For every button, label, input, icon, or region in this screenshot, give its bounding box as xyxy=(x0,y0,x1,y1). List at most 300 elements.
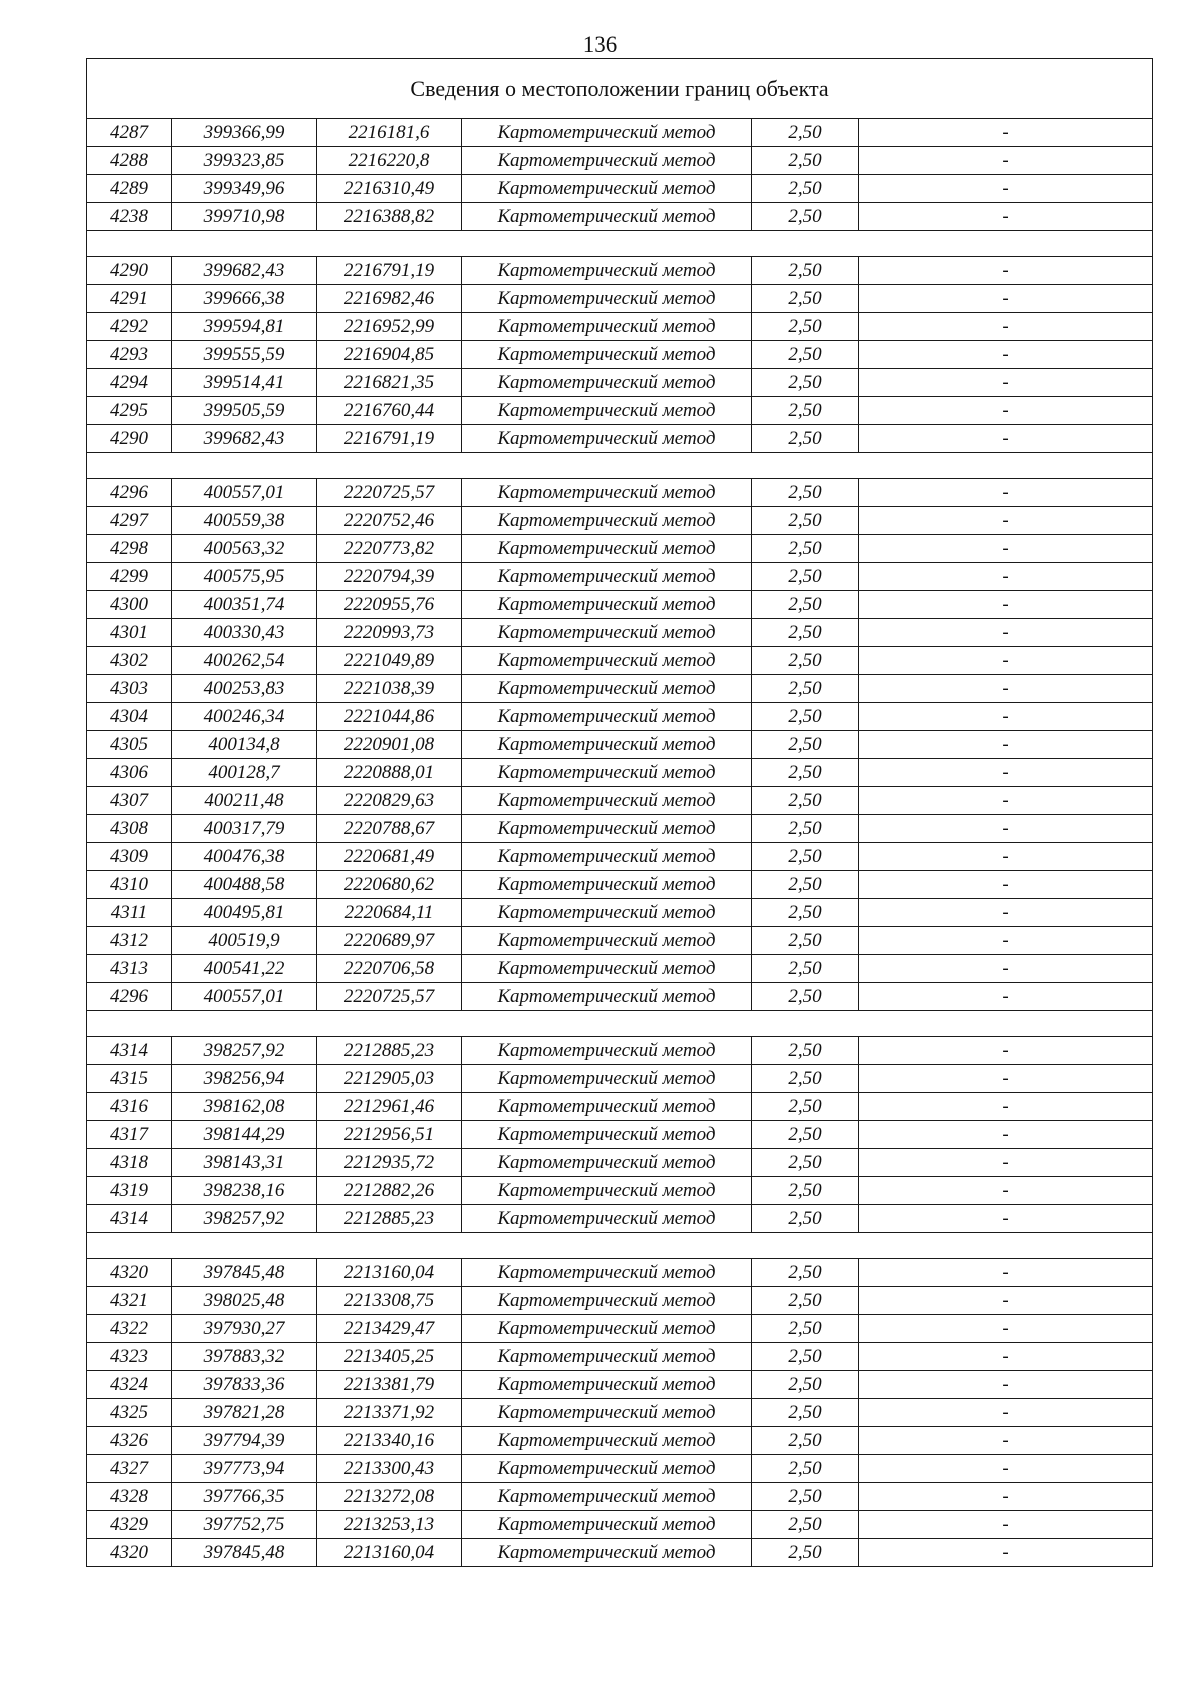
accuracy-cell: 2,50 xyxy=(752,787,859,815)
table-title-row xyxy=(87,59,1153,119)
point-number-cell: 4307 xyxy=(87,787,172,815)
x-coordinate-cell: 397794,39 xyxy=(172,1427,317,1455)
x-coordinate-cell: 400211,48 xyxy=(172,787,317,815)
x-coordinate-cell: 400557,01 xyxy=(172,479,317,507)
x-coordinate-cell: 400246,34 xyxy=(172,703,317,731)
y-coordinate-cell: 2212956,51 xyxy=(317,1121,462,1149)
point-number-cell: 4320 xyxy=(87,1539,172,1567)
x-coordinate-cell: 400330,43 xyxy=(172,619,317,647)
y-coordinate-cell: 2221044,86 xyxy=(317,703,462,731)
method-cell: Картометрический метод xyxy=(462,1259,752,1287)
table-row xyxy=(87,147,1153,175)
accuracy-cell: 2,50 xyxy=(752,397,859,425)
table-row xyxy=(87,1539,1153,1567)
method-cell: Картометрический метод xyxy=(462,313,752,341)
table-row xyxy=(87,1343,1153,1371)
point-number-cell: 4296 xyxy=(87,983,172,1011)
point-number-cell: 4329 xyxy=(87,1511,172,1539)
y-coordinate-cell: 2213253,13 xyxy=(317,1511,462,1539)
x-coordinate-cell: 399594,81 xyxy=(172,313,317,341)
accuracy-cell: 2,50 xyxy=(752,1065,859,1093)
x-coordinate-cell: 398257,92 xyxy=(172,1205,317,1233)
point-number-cell: 4328 xyxy=(87,1483,172,1511)
description-cell: - xyxy=(859,425,1153,453)
x-coordinate-cell: 400541,22 xyxy=(172,955,317,983)
y-coordinate-cell: 2220725,57 xyxy=(317,479,462,507)
separator-cell xyxy=(87,1233,1153,1259)
accuracy-cell: 2,50 xyxy=(752,619,859,647)
accuracy-cell: 2,50 xyxy=(752,285,859,313)
point-number-cell: 4327 xyxy=(87,1455,172,1483)
table-row xyxy=(87,397,1153,425)
method-cell: Картометрический метод xyxy=(462,983,752,1011)
contour-separator-row xyxy=(87,1233,1153,1259)
y-coordinate-cell: 2213405,25 xyxy=(317,1343,462,1371)
point-number-cell: 4300 xyxy=(87,591,172,619)
y-coordinate-cell: 2216821,35 xyxy=(317,369,462,397)
contour-separator-row xyxy=(87,231,1153,257)
description-cell: - xyxy=(859,787,1153,815)
y-coordinate-cell: 2216760,44 xyxy=(317,397,462,425)
point-number-cell: 4313 xyxy=(87,955,172,983)
description-cell: - xyxy=(859,175,1153,203)
accuracy-cell: 2,50 xyxy=(752,871,859,899)
table-row xyxy=(87,1399,1153,1427)
description-cell: - xyxy=(859,1287,1153,1315)
method-cell: Картометрический метод xyxy=(462,647,752,675)
y-coordinate-cell: 2220684,11 xyxy=(317,899,462,927)
method-cell: Картометрический метод xyxy=(462,535,752,563)
accuracy-cell: 2,50 xyxy=(752,1287,859,1315)
table-row xyxy=(87,203,1153,231)
table-row xyxy=(87,1259,1153,1287)
table-row xyxy=(87,1371,1153,1399)
table-row xyxy=(87,257,1153,285)
description-cell: - xyxy=(859,1205,1153,1233)
accuracy-cell: 2,50 xyxy=(752,1315,859,1343)
description-cell: - xyxy=(859,1093,1153,1121)
x-coordinate-cell: 398256,94 xyxy=(172,1065,317,1093)
accuracy-cell: 2,50 xyxy=(752,175,859,203)
y-coordinate-cell: 2216982,46 xyxy=(317,285,462,313)
y-coordinate-cell: 2213371,92 xyxy=(317,1399,462,1427)
point-number-cell: 4301 xyxy=(87,619,172,647)
method-cell: Картометрический метод xyxy=(462,927,752,955)
table-row xyxy=(87,341,1153,369)
table-row xyxy=(87,675,1153,703)
accuracy-cell: 2,50 xyxy=(752,731,859,759)
y-coordinate-cell: 2220725,57 xyxy=(317,983,462,1011)
point-number-cell: 4295 xyxy=(87,397,172,425)
table-row xyxy=(87,1205,1153,1233)
accuracy-cell: 2,50 xyxy=(752,1371,859,1399)
method-cell: Картометрический метод xyxy=(462,507,752,535)
description-cell: - xyxy=(859,1315,1153,1343)
description-cell: - xyxy=(859,1259,1153,1287)
description-cell: - xyxy=(859,871,1153,899)
description-cell: - xyxy=(859,1177,1153,1205)
method-cell: Картометрический метод xyxy=(462,563,752,591)
point-number-cell: 4322 xyxy=(87,1315,172,1343)
table-row xyxy=(87,843,1153,871)
x-coordinate-cell: 397883,32 xyxy=(172,1343,317,1371)
description-cell: - xyxy=(859,1343,1153,1371)
point-number-cell: 4321 xyxy=(87,1287,172,1315)
x-coordinate-cell: 400317,79 xyxy=(172,815,317,843)
x-coordinate-cell: 399682,43 xyxy=(172,425,317,453)
point-number-cell: 4311 xyxy=(87,899,172,927)
point-number-cell: 4324 xyxy=(87,1371,172,1399)
table-row xyxy=(87,1177,1153,1205)
y-coordinate-cell: 2216904,85 xyxy=(317,341,462,369)
description-cell: - xyxy=(859,507,1153,535)
page-number: 136 xyxy=(582,32,618,57)
table-row xyxy=(87,591,1153,619)
accuracy-cell: 2,50 xyxy=(752,815,859,843)
y-coordinate-cell: 2212882,26 xyxy=(317,1177,462,1205)
description-cell: - xyxy=(859,1427,1153,1455)
x-coordinate-cell: 397773,94 xyxy=(172,1455,317,1483)
y-coordinate-cell: 2213308,75 xyxy=(317,1287,462,1315)
point-number-cell: 4302 xyxy=(87,647,172,675)
point-number-cell: 4288 xyxy=(87,147,172,175)
x-coordinate-cell: 398257,92 xyxy=(172,1037,317,1065)
description-cell: - xyxy=(859,203,1153,231)
description-cell: - xyxy=(859,955,1153,983)
y-coordinate-cell: 2220773,82 xyxy=(317,535,462,563)
method-cell: Картометрический метод xyxy=(462,1205,752,1233)
description-cell: - xyxy=(859,1371,1153,1399)
accuracy-cell: 2,50 xyxy=(752,1343,859,1371)
table-row xyxy=(87,1483,1153,1511)
point-number-cell: 4314 xyxy=(87,1037,172,1065)
y-coordinate-cell: 2220829,63 xyxy=(317,787,462,815)
x-coordinate-cell: 399514,41 xyxy=(172,369,317,397)
point-number-cell: 4320 xyxy=(87,1259,172,1287)
x-coordinate-cell: 397766,35 xyxy=(172,1483,317,1511)
accuracy-cell: 2,50 xyxy=(752,507,859,535)
method-cell: Картометрический метод xyxy=(462,955,752,983)
x-coordinate-cell: 399682,43 xyxy=(172,257,317,285)
description-cell: - xyxy=(859,619,1153,647)
description-cell: - xyxy=(859,703,1153,731)
y-coordinate-cell: 2212885,23 xyxy=(317,1205,462,1233)
y-coordinate-cell: 2216181,6 xyxy=(317,119,462,147)
description-cell: - xyxy=(859,285,1153,313)
description-cell: - xyxy=(859,1455,1153,1483)
y-coordinate-cell: 2220752,46 xyxy=(317,507,462,535)
accuracy-cell: 2,50 xyxy=(752,147,859,175)
method-cell: Картометрический метод xyxy=(462,147,752,175)
accuracy-cell: 2,50 xyxy=(752,341,859,369)
table-row xyxy=(87,563,1153,591)
accuracy-cell: 2,50 xyxy=(752,1149,859,1177)
accuracy-cell: 2,50 xyxy=(752,983,859,1011)
method-cell: Картометрический метод xyxy=(462,1121,752,1149)
description-cell: - xyxy=(859,591,1153,619)
separator-cell xyxy=(87,231,1153,257)
description-cell: - xyxy=(859,1539,1153,1567)
point-number-cell: 4310 xyxy=(87,871,172,899)
table-row xyxy=(87,1455,1153,1483)
method-cell: Картометрический метод xyxy=(462,871,752,899)
accuracy-cell: 2,50 xyxy=(752,1259,859,1287)
y-coordinate-cell: 2220888,01 xyxy=(317,759,462,787)
table-row xyxy=(87,1037,1153,1065)
y-coordinate-cell: 2216388,82 xyxy=(317,203,462,231)
separator-cell xyxy=(87,1011,1153,1037)
description-cell: - xyxy=(859,313,1153,341)
y-coordinate-cell: 2216791,19 xyxy=(317,257,462,285)
method-cell: Картометрический метод xyxy=(462,257,752,285)
method-cell: Картометрический метод xyxy=(462,1149,752,1177)
accuracy-cell: 2,50 xyxy=(752,119,859,147)
description-cell: - xyxy=(859,1511,1153,1539)
point-number-cell: 4317 xyxy=(87,1121,172,1149)
accuracy-cell: 2,50 xyxy=(752,899,859,927)
x-coordinate-cell: 400128,7 xyxy=(172,759,317,787)
x-coordinate-cell: 400559,38 xyxy=(172,507,317,535)
accuracy-cell: 2,50 xyxy=(752,1037,859,1065)
accuracy-cell: 2,50 xyxy=(752,1427,859,1455)
table-row xyxy=(87,731,1153,759)
table-row xyxy=(87,927,1153,955)
description-cell: - xyxy=(859,843,1153,871)
table-row xyxy=(87,647,1153,675)
point-number-cell: 4290 xyxy=(87,257,172,285)
description-cell: - xyxy=(859,479,1153,507)
point-number-cell: 4325 xyxy=(87,1399,172,1427)
accuracy-cell: 2,50 xyxy=(752,257,859,285)
x-coordinate-cell: 399349,96 xyxy=(172,175,317,203)
description-cell: - xyxy=(859,675,1153,703)
x-coordinate-cell: 397930,27 xyxy=(172,1315,317,1343)
description-cell: - xyxy=(859,1065,1153,1093)
table-row xyxy=(87,369,1153,397)
accuracy-cell: 2,50 xyxy=(752,203,859,231)
accuracy-cell: 2,50 xyxy=(752,1177,859,1205)
x-coordinate-cell: 400557,01 xyxy=(172,983,317,1011)
table-row xyxy=(87,619,1153,647)
table-row xyxy=(87,1065,1153,1093)
method-cell: Картометрический метод xyxy=(462,369,752,397)
description-cell: - xyxy=(859,1399,1153,1427)
table-row xyxy=(87,1149,1153,1177)
accuracy-cell: 2,50 xyxy=(752,1455,859,1483)
method-cell: Картометрический метод xyxy=(462,119,752,147)
method-cell: Картометрический метод xyxy=(462,703,752,731)
table-row xyxy=(87,119,1153,147)
point-number-cell: 4316 xyxy=(87,1093,172,1121)
accuracy-cell: 2,50 xyxy=(752,927,859,955)
table-row xyxy=(87,983,1153,1011)
method-cell: Картометрический метод xyxy=(462,1093,752,1121)
point-number-cell: 4293 xyxy=(87,341,172,369)
y-coordinate-cell: 2220993,73 xyxy=(317,619,462,647)
table-row xyxy=(87,1093,1153,1121)
x-coordinate-cell: 398238,16 xyxy=(172,1177,317,1205)
x-coordinate-cell: 397845,48 xyxy=(172,1539,317,1567)
table-row xyxy=(87,507,1153,535)
y-coordinate-cell: 2221049,89 xyxy=(317,647,462,675)
description-cell: - xyxy=(859,815,1153,843)
description-cell: - xyxy=(859,257,1153,285)
accuracy-cell: 2,50 xyxy=(752,1483,859,1511)
accuracy-cell: 2,50 xyxy=(752,843,859,871)
point-number-cell: 4314 xyxy=(87,1205,172,1233)
point-number-cell: 4309 xyxy=(87,843,172,871)
y-coordinate-cell: 2216310,49 xyxy=(317,175,462,203)
point-number-cell: 4291 xyxy=(87,285,172,313)
table-row xyxy=(87,479,1153,507)
accuracy-cell: 2,50 xyxy=(752,1399,859,1427)
method-cell: Картометрический метод xyxy=(462,759,752,787)
method-cell: Картометрический метод xyxy=(462,1065,752,1093)
accuracy-cell: 2,50 xyxy=(752,647,859,675)
y-coordinate-cell: 2220955,76 xyxy=(317,591,462,619)
accuracy-cell: 2,50 xyxy=(752,425,859,453)
x-coordinate-cell: 397833,36 xyxy=(172,1371,317,1399)
x-coordinate-cell: 400563,32 xyxy=(172,535,317,563)
y-coordinate-cell: 2220794,39 xyxy=(317,563,462,591)
x-coordinate-cell: 399366,99 xyxy=(172,119,317,147)
x-coordinate-cell: 400495,81 xyxy=(172,899,317,927)
method-cell: Картометрический метод xyxy=(462,1343,752,1371)
x-coordinate-cell: 398025,48 xyxy=(172,1287,317,1315)
y-coordinate-cell: 2212885,23 xyxy=(317,1037,462,1065)
accuracy-cell: 2,50 xyxy=(752,1539,859,1567)
accuracy-cell: 2,50 xyxy=(752,1093,859,1121)
x-coordinate-cell: 400488,58 xyxy=(172,871,317,899)
y-coordinate-cell: 2213381,79 xyxy=(317,1371,462,1399)
y-coordinate-cell: 2212905,03 xyxy=(317,1065,462,1093)
y-coordinate-cell: 2220680,62 xyxy=(317,871,462,899)
method-cell: Картометрический метод xyxy=(462,1455,752,1483)
table-title: Сведения о местоположении границ объекта xyxy=(87,59,1153,119)
table-row xyxy=(87,1287,1153,1315)
point-number-cell: 4289 xyxy=(87,175,172,203)
y-coordinate-cell: 2216952,99 xyxy=(317,313,462,341)
x-coordinate-cell: 398143,31 xyxy=(172,1149,317,1177)
point-number-cell: 4294 xyxy=(87,369,172,397)
x-coordinate-cell: 400253,83 xyxy=(172,675,317,703)
description-cell: - xyxy=(859,119,1153,147)
method-cell: Картометрический метод xyxy=(462,1427,752,1455)
y-coordinate-cell: 2220901,08 xyxy=(317,731,462,759)
method-cell: Картометрический метод xyxy=(462,1511,752,1539)
contour-separator-row xyxy=(87,1011,1153,1037)
method-cell: Картометрический метод xyxy=(462,1399,752,1427)
method-cell: Картометрический метод xyxy=(462,1371,752,1399)
method-cell: Картометрический метод xyxy=(462,731,752,759)
description-cell: - xyxy=(859,563,1153,591)
y-coordinate-cell: 2216791,19 xyxy=(317,425,462,453)
method-cell: Картометрический метод xyxy=(462,675,752,703)
contour-separator-row xyxy=(87,453,1153,479)
point-number-cell: 4312 xyxy=(87,927,172,955)
method-cell: Картометрический метод xyxy=(462,787,752,815)
description-cell: - xyxy=(859,731,1153,759)
accuracy-cell: 2,50 xyxy=(752,535,859,563)
y-coordinate-cell: 2212935,72 xyxy=(317,1149,462,1177)
point-number-cell: 4287 xyxy=(87,119,172,147)
point-number-cell: 4298 xyxy=(87,535,172,563)
description-cell: - xyxy=(859,983,1153,1011)
method-cell: Картометрический метод xyxy=(462,175,752,203)
accuracy-cell: 2,50 xyxy=(752,563,859,591)
table-row xyxy=(87,1427,1153,1455)
accuracy-cell: 2,50 xyxy=(752,703,859,731)
x-coordinate-cell: 400519,9 xyxy=(172,927,317,955)
method-cell: Картометрический метод xyxy=(462,899,752,927)
point-number-cell: 4319 xyxy=(87,1177,172,1205)
method-cell: Картометрический метод xyxy=(462,1037,752,1065)
description-cell: - xyxy=(859,927,1153,955)
x-coordinate-cell: 400134,8 xyxy=(172,731,317,759)
point-number-cell: 4238 xyxy=(87,203,172,231)
y-coordinate-cell: 2212961,46 xyxy=(317,1093,462,1121)
method-cell: Картометрический метод xyxy=(462,1315,752,1343)
y-coordinate-cell: 2213340,16 xyxy=(317,1427,462,1455)
x-coordinate-cell: 399555,59 xyxy=(172,341,317,369)
y-coordinate-cell: 2213300,43 xyxy=(317,1455,462,1483)
table-row xyxy=(87,313,1153,341)
accuracy-cell: 2,50 xyxy=(752,955,859,983)
table-row xyxy=(87,285,1153,313)
accuracy-cell: 2,50 xyxy=(752,1511,859,1539)
table-row xyxy=(87,1511,1153,1539)
y-coordinate-cell: 2221038,39 xyxy=(317,675,462,703)
table-row xyxy=(87,759,1153,787)
accuracy-cell: 2,50 xyxy=(752,369,859,397)
description-cell: - xyxy=(859,1121,1153,1149)
method-cell: Картометрический метод xyxy=(462,425,752,453)
point-number-cell: 4323 xyxy=(87,1343,172,1371)
x-coordinate-cell: 399505,59 xyxy=(172,397,317,425)
accuracy-cell: 2,50 xyxy=(752,675,859,703)
point-number-cell: 4315 xyxy=(87,1065,172,1093)
table-row xyxy=(87,1121,1153,1149)
description-cell: - xyxy=(859,1483,1153,1511)
point-number-cell: 4292 xyxy=(87,313,172,341)
point-number-cell: 4305 xyxy=(87,731,172,759)
description-cell: - xyxy=(859,899,1153,927)
y-coordinate-cell: 2213429,47 xyxy=(317,1315,462,1343)
table-row xyxy=(87,425,1153,453)
point-number-cell: 4290 xyxy=(87,425,172,453)
accuracy-cell: 2,50 xyxy=(752,759,859,787)
method-cell: Картометрический метод xyxy=(462,1539,752,1567)
description-cell: - xyxy=(859,369,1153,397)
method-cell: Картометрический метод xyxy=(462,203,752,231)
x-coordinate-cell: 398144,29 xyxy=(172,1121,317,1149)
method-cell: Картометрический метод xyxy=(462,1287,752,1315)
method-cell: Картометрический метод xyxy=(462,397,752,425)
point-number-cell: 4303 xyxy=(87,675,172,703)
table-row xyxy=(87,787,1153,815)
table-row xyxy=(87,871,1153,899)
point-number-cell: 4308 xyxy=(87,815,172,843)
table-row xyxy=(87,955,1153,983)
point-number-cell: 4304 xyxy=(87,703,172,731)
description-cell: - xyxy=(859,647,1153,675)
x-coordinate-cell: 400351,74 xyxy=(172,591,317,619)
y-coordinate-cell: 2220681,49 xyxy=(317,843,462,871)
table-row xyxy=(87,1315,1153,1343)
x-coordinate-cell: 400262,54 xyxy=(172,647,317,675)
y-coordinate-cell: 2213160,04 xyxy=(317,1259,462,1287)
point-number-cell: 4318 xyxy=(87,1149,172,1177)
